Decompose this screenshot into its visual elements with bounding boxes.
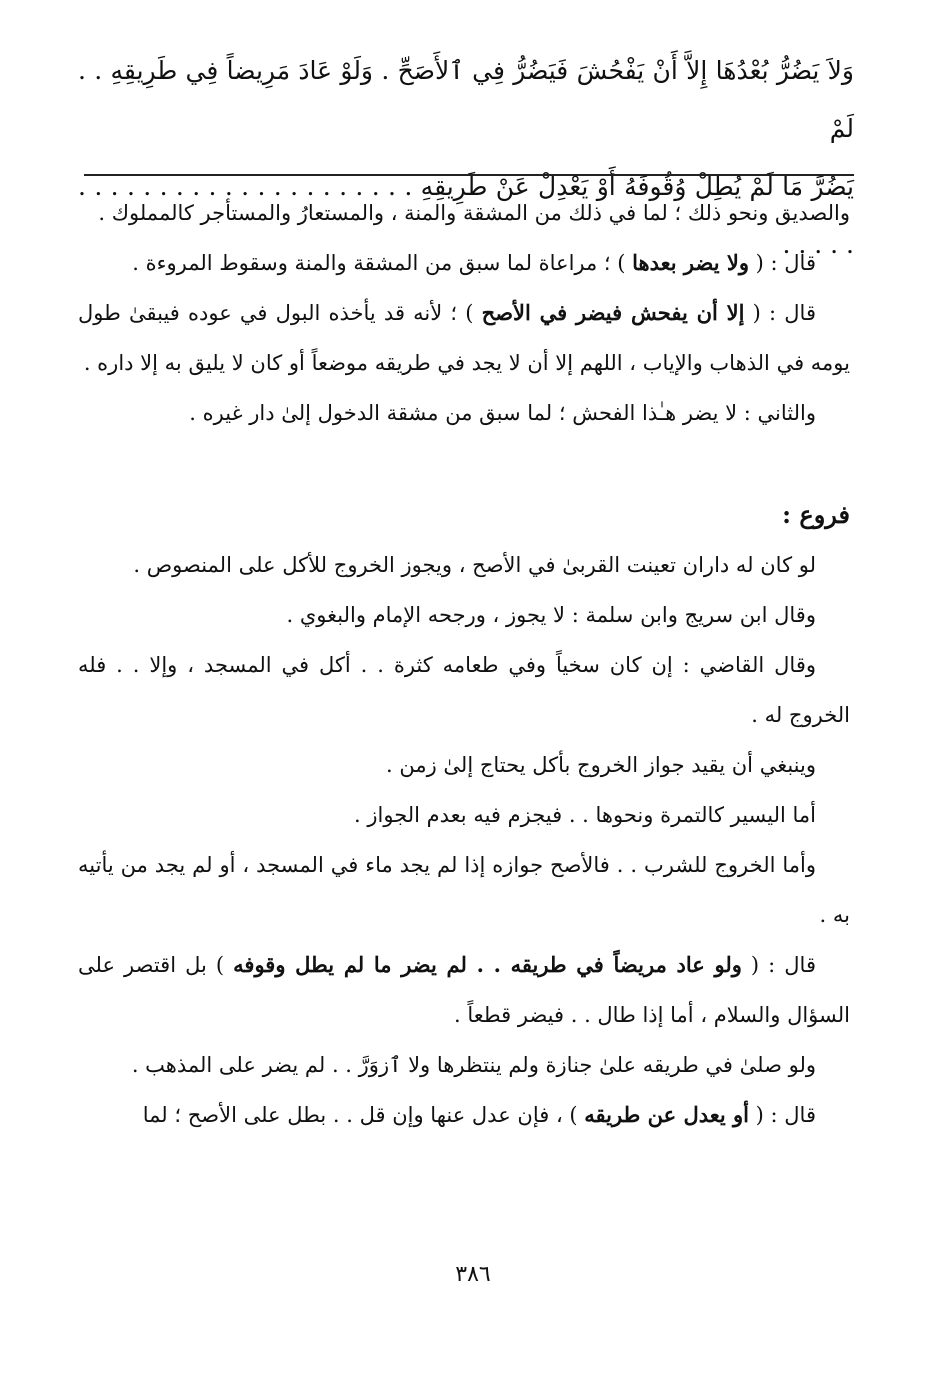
section-gap	[78, 438, 850, 490]
paragraph-4: والثاني : لا يضر هـٰذا الفحش ؛ لما سبق من مشقة الدخول إلىٰ دار غيره .	[189, 401, 816, 425]
paragraph-3	[78, 288, 850, 388]
paragraph-5: لو كان له داران تعينت القربىٰ في الأصح ، ويجوز الخروج للأكل على المنصوص .	[133, 553, 816, 577]
commentary-text: ) ، فإن عدل عنها وإن قل . . بطل على الأصح ؛ لما	[142, 1103, 585, 1127]
qal-label: قال : (	[741, 953, 816, 977]
paragraph-12: ولو صلىٰ في طريقه علىٰ جنازة ولم ينتظرها ولا ٱزوَرَّ . . لم يضر على المذهب .	[131, 1053, 816, 1077]
separator-rule	[84, 174, 854, 176]
quoted-text: ولو عاد مريضاً في طريقه . . لم يضر ما لم يطل وقوفه	[233, 952, 742, 977]
commentary-text: ) ؛ لأنه قد يأخذه البول في عوده فيبقىٰ طول يومه في الذهاب والإياب ، اللهم إلا أن لا يجد في طريقه موضعاً أو كان لا يليق به إلا داره .	[78, 301, 850, 375]
main-text-line-1: وَلاَ يَضُرُّ بُعْدُهَا إِلاَّ أَنْ يَفْحُشَ فَيَضُرُّ فِي ٱلأَصَحِّ . وَلَوْ عَادَ مَرِيضاً فِي طَرِيقِهِ . . لَمْ	[78, 56, 854, 143]
paragraph-10: وأما الخروج للشرب . . فالأصح جوازه إذا لم يجد ماء في المسجد ، أو لم يجد من يأتيه به .	[78, 853, 850, 927]
qal-label: قال : (	[744, 301, 816, 325]
paragraph-13	[78, 1090, 850, 1140]
paragraph-11	[78, 940, 850, 1040]
commentary-text: ) ؛ مراعاة لما سبق من المشقة والمنة وسقوط المروءة .	[132, 251, 633, 275]
paragraph-6: وقال ابن سريج وابن سلمة : لا يجوز ، ورجحه الإمام والبغوي .	[286, 603, 816, 627]
section-heading: فروع :	[782, 500, 850, 529]
qal-label: قال : (	[749, 251, 816, 275]
commentary-block	[78, 188, 850, 1140]
paragraph-9: أما اليسير كالتمرة ونحوها . . فيجزم فيه بعدم الجواز .	[354, 803, 816, 827]
quoted-text: ولا يضر بعدها	[632, 250, 749, 275]
quoted-text: أو يعدل عن طريقه	[584, 1102, 749, 1127]
paragraph-1: والصديق ونحو ذلك ؛ لما في ذلك من المشقة والمنة ، والمستعارُ والمستأجر كالمملوك .	[98, 201, 850, 225]
commentary-text: ) بل اقتصر على السؤال والسلام ، أما إذا طال . . فيضر قطعاً .	[78, 953, 850, 1027]
main-text-line-2: يَضُرَّ مَا لَمْ يُطِلْ وُقُوفَهُ أَوْ يَعْدِلْ عَنْ طَرِيقِهِ . . . . . . . . . . . . . . . . . . . . . . . . . .	[78, 172, 854, 259]
paragraph-2	[78, 238, 850, 288]
page-number: ٣٨٦	[455, 1262, 491, 1287]
qal-label: قال : (	[749, 1103, 816, 1127]
quoted-text: إلا أن يفحش فيضر في الأصح	[481, 300, 745, 325]
paragraph-8: وينبغي أن يقيد جواز الخروج بأكل يحتاج إلىٰ زمن .	[386, 753, 816, 777]
paragraph-7: وقال القاضي : إن كان سخياً وفي طعامه كثرة . . أكل في المسجد ، وإلا . . فله الخروج له .	[78, 653, 850, 727]
